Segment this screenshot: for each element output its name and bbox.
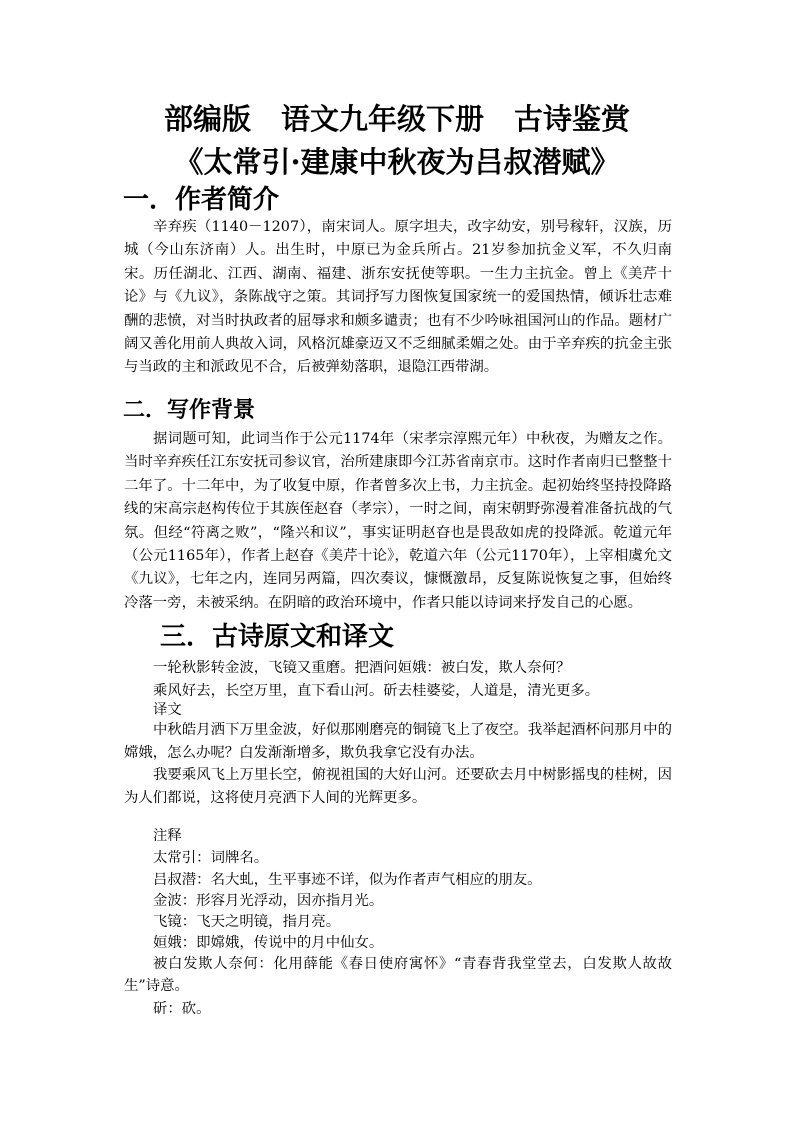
poem-original-line: 乘风好去，长空万里，直下看山河。斫去桂婆娑，人道是，清光更多。 bbox=[153, 683, 600, 699]
note-item: 吕叔潜：名大虬，生平事迹不详，似为作者声气相应的朋友。 bbox=[153, 872, 542, 888]
note-item: 金波：形容月光浮动，因亦指月光。 bbox=[153, 893, 384, 909]
note-item: 太常引：词牌名。 bbox=[153, 850, 269, 866]
document-title bbox=[0, 100, 794, 138]
section-heading-author: 一．作者简介 bbox=[123, 185, 280, 215]
note-item: 斫：砍。 bbox=[153, 1001, 211, 1017]
author-paragraph: 辛弃疾（1140－1207），南宋词人。原字坦夫，改字幼安，别号稼轩，汉族，历城（今山东济南）人。出生时，中原已为金兵所占。21岁参加抗金义军，不久归南宋。历任湖北、江西、湖南、福建、浙东安抚使等职。一生力主抗金。曾上《美芹十论》与《九议》，条陈战守之策。其词抒写力图恢复国家统一的爱国热情，倾诉壮志难酬的悲愤，对当时执政者的屈辱求和颇多谴责；也有不少吟咏祖国河山的作品。题材广阔又善化用前人典故入词，风格沉雄豪迈又不乏细腻柔媚之处。由于辛弃疾的抗金主张与当政的主和派政见不合，后被弹劾落职，退隐江西带湖。 bbox=[124, 219, 672, 376]
title-unit: 古诗鉴赏 bbox=[514, 102, 631, 136]
title-series: 部编版 bbox=[163, 102, 251, 136]
section-heading-poem: 三．古诗原文和译文 bbox=[160, 622, 395, 652]
note-item: 姮娥：即嫦娥，传说中的月中仙女。 bbox=[153, 935, 384, 951]
poem-title: 《太常引·建康中秋夜为吕叔潜赋》 bbox=[174, 145, 620, 179]
background-paragraph: 据词题可知，此词当作于公元1174年（宋孝宗淳熙元年）中秋夜，为赠友之作。当时辛弃疾任江东安抚司参议官，治所建康即今江苏省南京市。这时作者南归已整整十二年了。十二年中，为了收复中原，作者曾多次上书，力主抗金。起初始终坚持投降路线的宋高宗赵构传位于其族侄赵昚（孝宗），一时之间，南宋朝野弥漫着准备抗战的气氛。但经“符离之败”，“隆兴和议”，事实证明赵昚也是畏敌如虎的投降派。乾道元年（公元1165年），作者上赵昚《美芹十论》，乾道六年（公元1170年），上宰相虞允文《九议》，七年之内，连同另两篇，四次奏议，慷慨激昂，反复陈说恢复之事，但始终冷落一旁，未被采纳。在阴暗的政治环境中，作者只能以诗词来抒发自己的心愿。 bbox=[124, 431, 672, 611]
note-item: 飞镜：飞天之明镜，指月亮。 bbox=[153, 914, 341, 930]
section-heading-background: 二．写作背景 bbox=[123, 397, 256, 423]
notes-label: 注释 bbox=[153, 828, 182, 844]
poem-original-line: 一轮秋影转金波，飞镜又重磨。把酒问姮娥：被白发，欺人奈何？ bbox=[153, 660, 571, 676]
note-item: 被白发欺人奈何：化用薛能《春日使府寓怀》“青春背我堂堂去，白发欺人故故生”诗意。 bbox=[124, 956, 672, 994]
translation-label: 译文 bbox=[153, 702, 182, 718]
translation-paragraph: 我要乘风飞上万里长空，俯视祖国的大好山河。还要砍去月中树影摇曳的桂树，因为人们都说，这将使月亮洒下人间的光辉更多。 bbox=[124, 767, 672, 806]
title-subject: 语文九年级下册 bbox=[280, 102, 484, 136]
translation-paragraph: 中秋皓月洒下万里金波，好似那刚磨亮的铜镜飞上了夜空。我举起酒杯问那月中的嫦娥，怎么办呢？白发渐渐增多，欺负我拿它没有办法。 bbox=[124, 722, 672, 761]
